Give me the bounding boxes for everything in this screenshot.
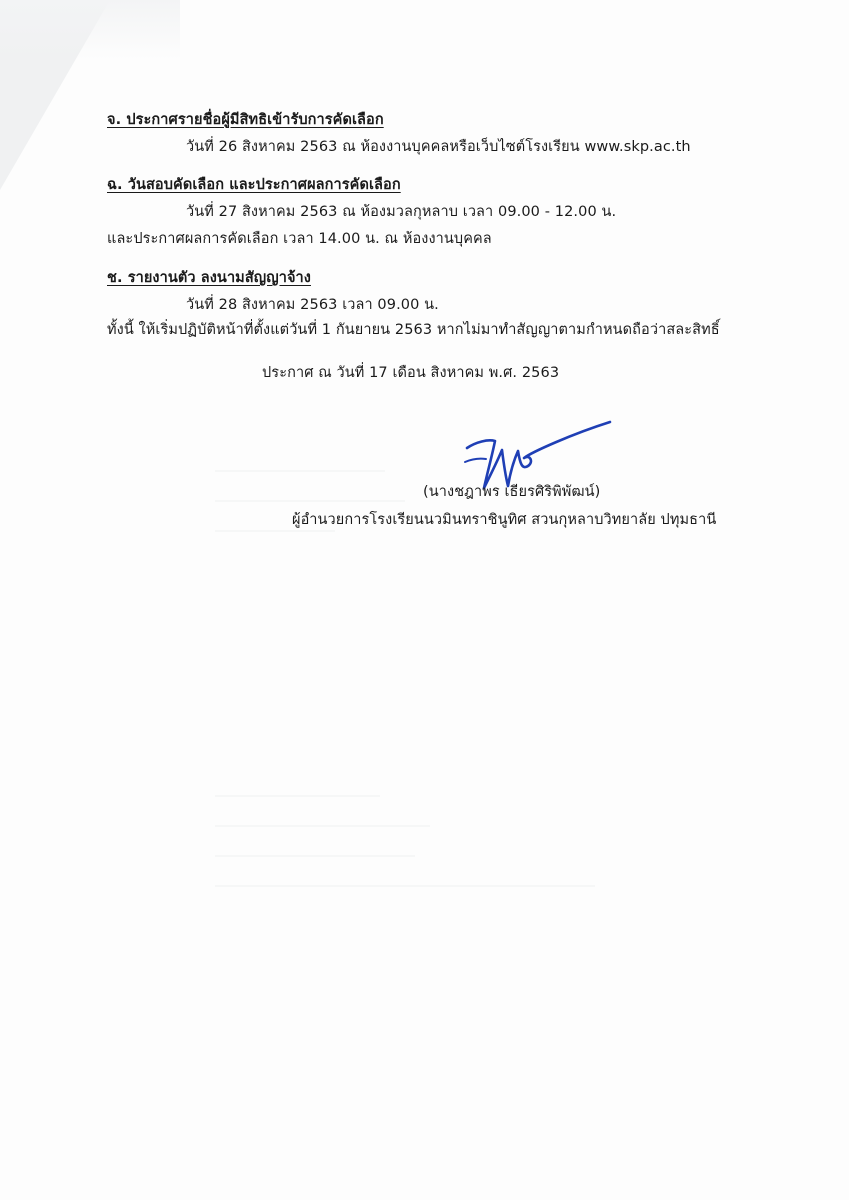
section-heading-announce-candidates: จ. ประกาศรายชื่อผู้มีสิทธิเข้ารับการคัดเลือก bbox=[107, 112, 384, 128]
show-through-mark bbox=[215, 795, 380, 797]
paper-shadow bbox=[0, 0, 180, 60]
section-heading-exam-day: ฉ. วันสอบคัดเลือก และประกาศผลการคัดเลือก bbox=[107, 177, 401, 193]
section-line: ทั้งนี้ ให้เริ่มปฏิบัติหน้าที่ตั้งแต่วันที่ 1 กันยายน 2563 หากไม่มาทำสัญญาตามกำหนดถือว่าสละสิทธิ์ bbox=[107, 322, 720, 338]
section-line: วันที่ 28 สิงหาคม 2563 เวลา 09.00 น. bbox=[186, 297, 439, 313]
signatory-position: ผู้อำนวยการโรงเรียนนวมินทราชินูทิศ สวนกุหลาบวิทยาลัย ปทุมธานี bbox=[292, 512, 717, 528]
section-line: วันที่ 26 สิงหาคม 2563 ณ ห้องงานบุคคลหรือเว็บไซต์โรงเรียน www.skp.ac.th bbox=[186, 139, 691, 155]
show-through-mark bbox=[215, 530, 335, 532]
section-line: และประกาศผลการคัดเลือก เวลา 14.00 น. ณ ห้องงานบุคคล bbox=[107, 231, 492, 247]
section-heading-report-contract: ช. รายงานตัว ลงนามสัญญาจ้าง bbox=[107, 270, 311, 286]
section-line: วันที่ 27 สิงหาคม 2563 ณ ห้องมวลกุหลาบ เวลา 09.00 - 12.00 น. bbox=[186, 204, 617, 220]
show-through-mark bbox=[215, 470, 385, 472]
show-through-mark bbox=[215, 825, 430, 827]
signatory-name: (นางชฎาพร เธียรศิริพิพัฒน์) bbox=[423, 484, 601, 500]
announcement-date: ประกาศ ณ วันที่ 17 เดือน สิงหาคม พ.ศ. 2563 bbox=[262, 365, 560, 381]
show-through-mark bbox=[215, 500, 405, 502]
show-through-mark bbox=[215, 885, 595, 887]
show-through-mark bbox=[215, 855, 415, 857]
